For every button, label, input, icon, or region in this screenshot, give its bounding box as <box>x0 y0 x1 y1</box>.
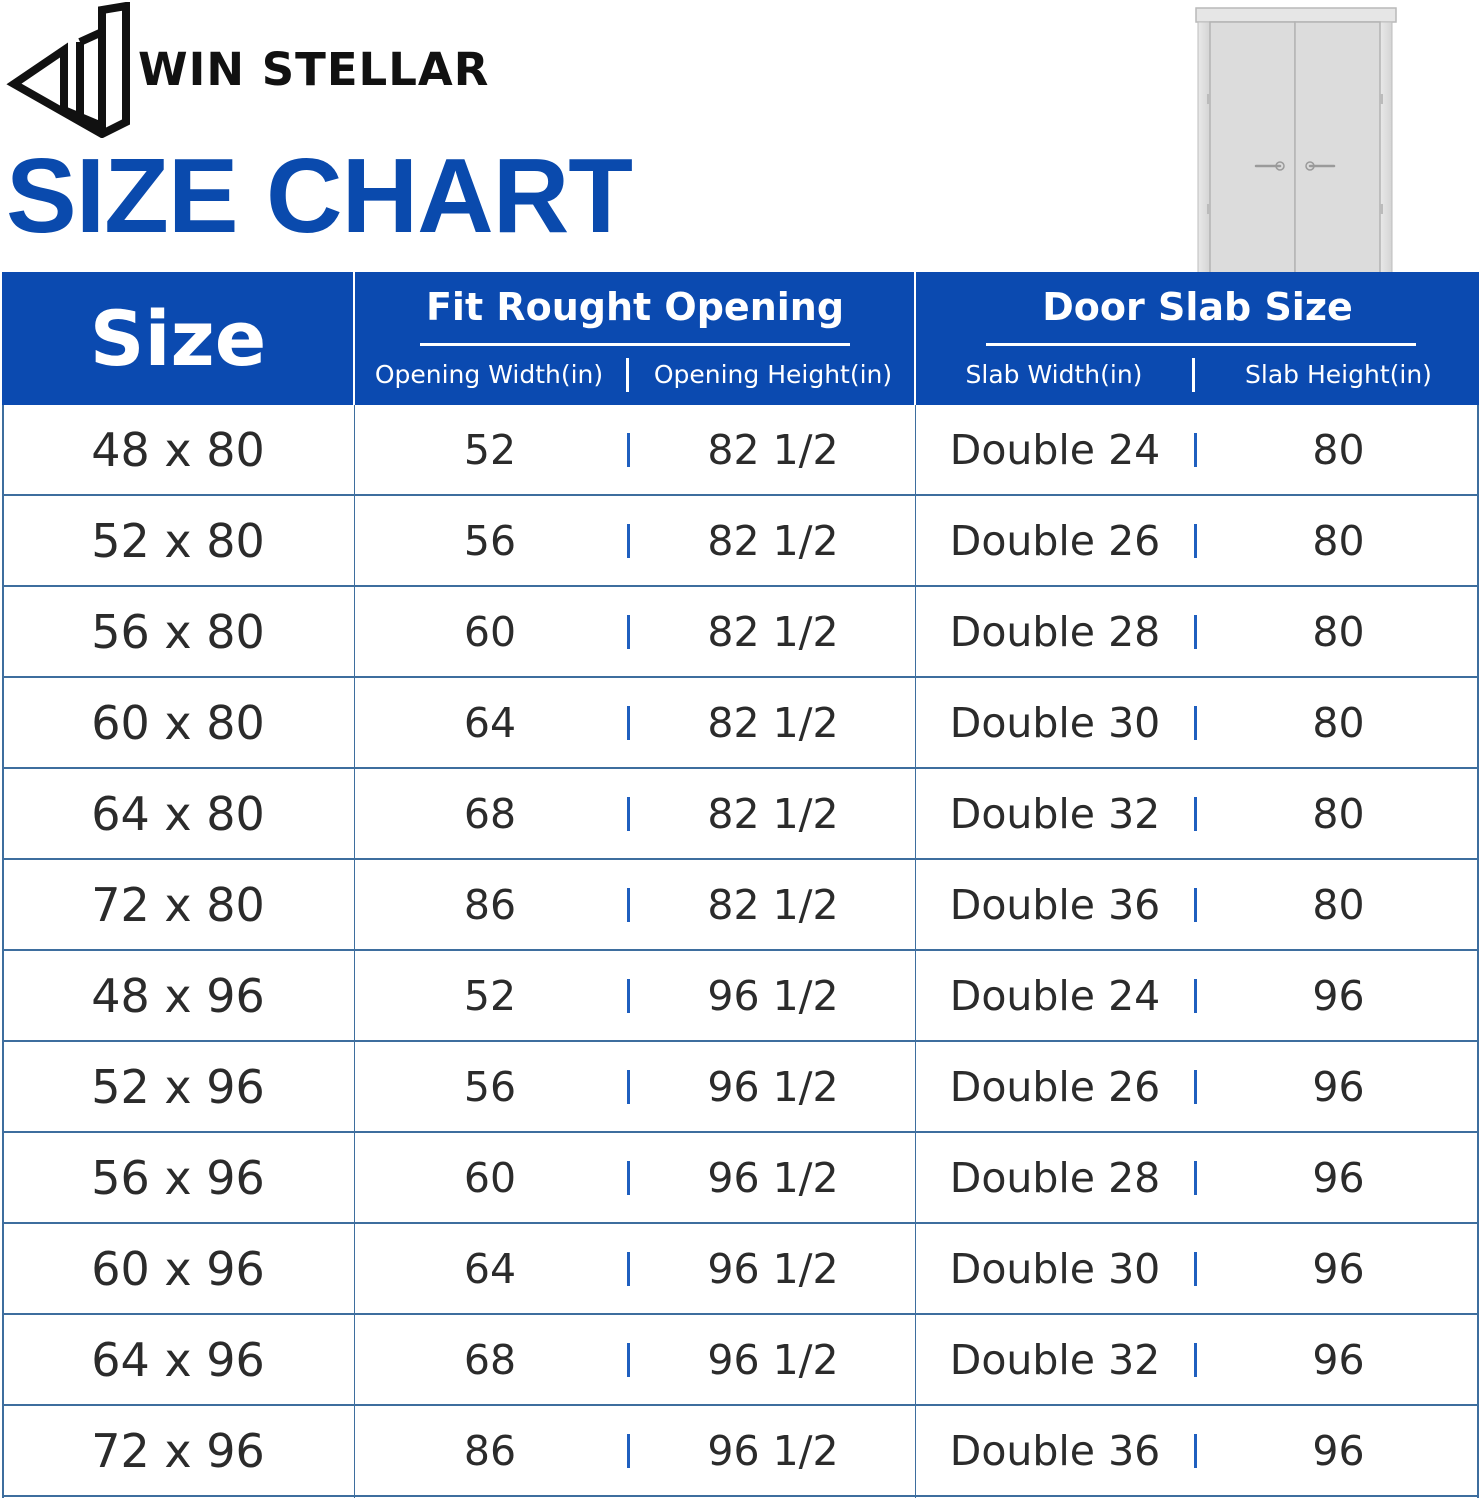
cell-separator <box>627 706 630 740</box>
cell-separator <box>627 979 630 1013</box>
cell-slab-height: 96 <box>1312 971 1365 1020</box>
cell-slab-height: 96 <box>1312 1244 1365 1293</box>
brand-name: WIN STELLAR <box>138 43 490 96</box>
size-chart-table <box>2 272 1479 1498</box>
cell-size: 48 x 96 <box>91 968 265 1023</box>
table-row <box>2 405 1479 496</box>
header-opening-width: Opening Width(in) <box>374 360 604 389</box>
cell-opening-height: 96 1/2 <box>707 1426 839 1475</box>
cell-opening-width: 52 <box>463 971 517 1020</box>
double-door-icon <box>1190 4 1402 274</box>
cell-size: 60 x 80 <box>91 695 265 750</box>
header-slab-width: Slab Width(in) <box>965 360 1143 389</box>
cell-slab-height: 80 <box>1312 698 1365 747</box>
cell-slab-height: 80 <box>1312 789 1365 838</box>
cell-opening-height: 96 1/2 <box>707 1244 839 1293</box>
cell-separator <box>627 615 630 649</box>
header-slab-height: Slab Height(in) <box>1245 360 1432 389</box>
cell-size: 48 x 80 <box>91 422 265 477</box>
cell-opening-width: 64 <box>463 1244 517 1293</box>
cell-opening-height: 96 1/2 <box>707 1062 839 1111</box>
cell-separator <box>1194 797 1197 831</box>
header-group-rough-opening: Fit Rought Opening <box>425 285 845 329</box>
cell-separator <box>627 1252 630 1286</box>
cell-separator <box>627 1434 630 1468</box>
cell-size: 64 x 96 <box>91 1332 265 1387</box>
table-row <box>2 951 1479 1042</box>
cell-separator <box>1194 524 1197 558</box>
cell-opening-width: 56 <box>463 1062 517 1111</box>
cell-opening-height: 82 1/2 <box>707 516 839 565</box>
cell-slab-height: 96 <box>1312 1335 1365 1384</box>
cell-separator <box>1194 1161 1197 1195</box>
brand-logo-icon <box>6 2 136 138</box>
cell-slab-width: Double 26 <box>949 1062 1161 1111</box>
cell-separator <box>1194 979 1197 1013</box>
cell-opening-height: 96 1/2 <box>707 1335 839 1384</box>
cell-separator <box>627 433 630 467</box>
table-row <box>2 860 1479 951</box>
cell-slab-height: 96 <box>1312 1062 1365 1111</box>
cell-separator <box>627 888 630 922</box>
cell-slab-height: 80 <box>1312 425 1365 474</box>
cell-slab-width: Double 30 <box>949 1244 1161 1293</box>
cell-slab-height: 96 <box>1312 1426 1365 1475</box>
table-row <box>2 678 1479 769</box>
cell-slab-width: Double 28 <box>949 607 1161 656</box>
cell-size: 60 x 96 <box>91 1241 265 1296</box>
header-opening-height: Opening Height(in) <box>653 360 893 389</box>
cell-separator <box>1194 888 1197 922</box>
cell-size: 52 x 96 <box>91 1059 265 1114</box>
table-row <box>2 769 1479 860</box>
cell-opening-width: 68 <box>463 789 517 838</box>
cell-opening-width: 60 <box>463 1153 517 1202</box>
table-row <box>2 496 1479 587</box>
cell-opening-height: 96 1/2 <box>707 971 839 1020</box>
cell-slab-width: Double 28 <box>949 1153 1161 1202</box>
cell-separator <box>1194 1343 1197 1377</box>
cell-size: 56 x 96 <box>91 1150 265 1205</box>
table-header <box>2 272 1479 405</box>
header-underline <box>986 343 1416 346</box>
cell-opening-width: 64 <box>463 698 517 747</box>
cell-slab-width: Double 30 <box>949 698 1161 747</box>
cell-opening-height: 96 1/2 <box>707 1153 839 1202</box>
cell-slab-width: Double 36 <box>949 880 1161 929</box>
cell-separator <box>1194 1252 1197 1286</box>
cell-slab-width: Double 24 <box>949 425 1161 474</box>
cell-opening-width: 68 <box>463 1335 517 1384</box>
header-subdivider <box>626 358 629 392</box>
cell-separator <box>627 1070 630 1104</box>
cell-opening-width: 60 <box>463 607 517 656</box>
table-row <box>2 587 1479 678</box>
cell-separator <box>627 524 630 558</box>
cell-slab-height: 80 <box>1312 880 1365 929</box>
table-row <box>2 1406 1479 1497</box>
cell-slab-width: Double 26 <box>949 516 1161 565</box>
cell-separator <box>1194 706 1197 740</box>
table-row <box>2 1042 1479 1133</box>
cell-opening-height: 82 1/2 <box>707 789 839 838</box>
cell-opening-width: 56 <box>463 516 517 565</box>
cell-size: 64 x 80 <box>91 786 265 841</box>
cell-size: 72 x 80 <box>91 877 265 932</box>
page-title: SIZE CHART <box>6 137 632 255</box>
table-row <box>2 1315 1479 1406</box>
cell-slab-height: 80 <box>1312 607 1365 656</box>
cell-size: 52 x 80 <box>91 513 265 568</box>
cell-opening-height: 82 1/2 <box>707 607 839 656</box>
cell-size: 72 x 96 <box>91 1423 265 1478</box>
cell-slab-height: 80 <box>1312 516 1365 565</box>
cell-opening-height: 82 1/2 <box>707 698 839 747</box>
cell-separator <box>1194 1070 1197 1104</box>
cell-separator <box>1194 615 1197 649</box>
cell-opening-width: 86 <box>463 880 517 929</box>
cell-separator <box>1194 433 1197 467</box>
header-divider <box>353 272 355 405</box>
cell-slab-width: Double 36 <box>949 1426 1161 1475</box>
cell-separator <box>627 1343 630 1377</box>
header-group-slab-size: Door Slab Size <box>1042 285 1353 329</box>
cell-size: 56 x 80 <box>91 604 265 659</box>
cell-separator <box>627 1161 630 1195</box>
cell-opening-width: 52 <box>463 425 517 474</box>
cell-separator <box>627 797 630 831</box>
cell-slab-width: Double 32 <box>949 1335 1161 1384</box>
header-size: Size <box>89 293 267 383</box>
cell-slab-width: Double 24 <box>949 971 1161 1020</box>
table-row <box>2 1224 1479 1315</box>
cell-opening-height: 82 1/2 <box>707 880 839 929</box>
cell-opening-width: 86 <box>463 1426 517 1475</box>
cell-opening-height: 82 1/2 <box>707 425 839 474</box>
header-underline <box>420 343 850 346</box>
cell-separator <box>1194 1434 1197 1468</box>
cell-slab-height: 96 <box>1312 1153 1365 1202</box>
cell-slab-width: Double 32 <box>949 789 1161 838</box>
table-row <box>2 1133 1479 1224</box>
header-subdivider <box>1192 358 1195 392</box>
